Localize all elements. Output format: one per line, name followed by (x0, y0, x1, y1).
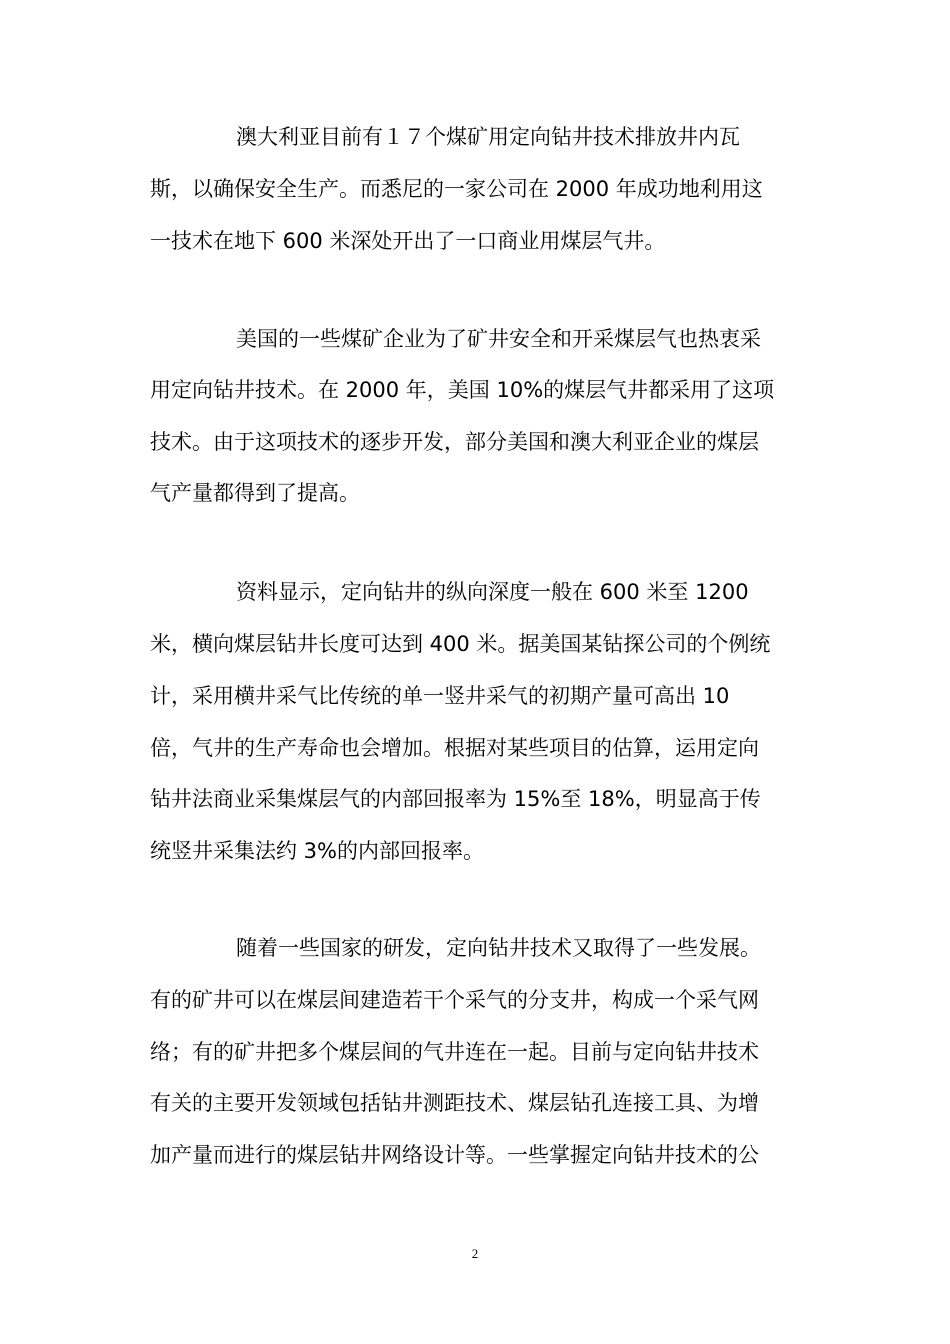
paragraph-4-line-1: 随着一些国家的研发，定向钻井技术又取得了一些发展。 (236, 936, 761, 960)
paragraph-2-line-4: 气产量都得到了提高。 (150, 481, 360, 505)
paragraph-2-line-1: 美国的一些煤矿企业为了矿井安全和开采煤层气也热衷采 (236, 327, 761, 351)
paragraph-3-line-6: 统竖井采集法约 3%的内部回报率。 (150, 839, 484, 863)
paragraph-1-line-1: 澳大利亚目前有１７个煤矿用定向钻井技术排放井内瓦 (236, 125, 740, 149)
paragraph-3-line-4: 倍，气井的生产寿命也会增加。根据对某些项目的估算，运用定向 (150, 736, 759, 760)
paragraph-4-line-4: 有关的主要开发领域包括钻井测距技术、煤层钻孔连接工具、为增 (150, 1091, 759, 1115)
paragraph-4-line-3: 络；有的矿井把多个煤层间的气井连在一起。目前与定向钻井技术 (150, 1040, 759, 1064)
paragraph-4-line-2: 有的矿井可以在煤层间建造若干个采气的分支井，构成一个采气网 (150, 988, 759, 1012)
paragraph-3-line-2: 米，横向煤层钻井长度可达到 400 米。据美国某钻探公司的个例统 (150, 632, 771, 656)
paragraph-2-line-3: 技术。由于这项技术的逐步开发，部分美国和澳大利亚企业的煤层 (150, 430, 759, 454)
paragraph-3-line-5: 钻井法商业采集煤层气的内部回报率为 15%至 18%，明显高于传 (150, 787, 761, 811)
paragraph-4-line-5: 加产量而进行的煤层钻井网络设计等。一些掌握定向钻井技术的公 (150, 1143, 759, 1167)
paragraph-3-line-1: 资料显示，定向钻井的纵向深度一般在 600 米至 1200 (236, 580, 749, 604)
paragraph-2-line-2: 用定向钻井技术。在 2000 年，美国 10%的煤层气井都采用了这项 (150, 378, 775, 402)
paragraph-1-line-3: 一技术在地下 600 米深处开出了一口商业用煤层气井。 (150, 229, 666, 253)
paragraph-3-line-3: 计，采用横井采气比传统的单一竖井采气的初期产量可高出 10 (150, 684, 730, 708)
page-number: 2 (471, 1246, 479, 1261)
paragraph-1-line-2: 斯，以确保安全生产。而悉尼的一家公司在 2000 年成功地利用这 (150, 177, 763, 201)
